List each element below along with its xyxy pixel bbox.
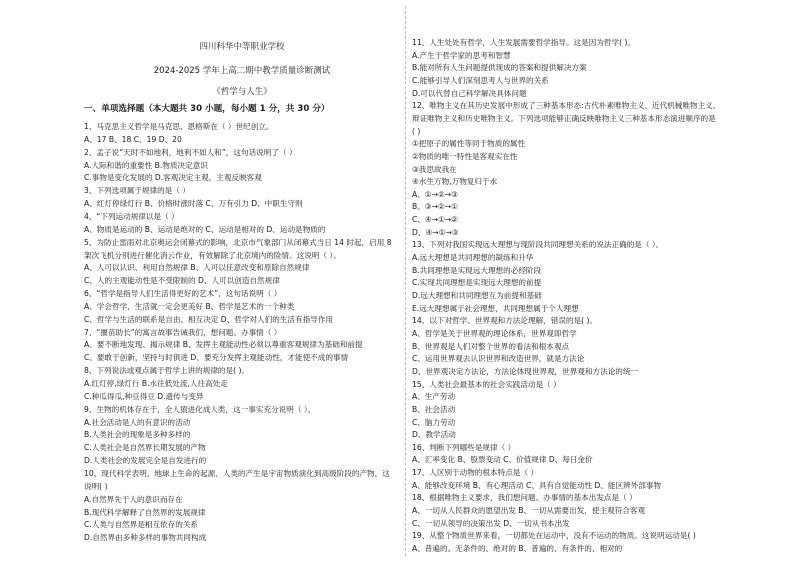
question-line: 15、人类社会最基本的社会实践活动是（ ） bbox=[412, 379, 561, 389]
question-line: ( ) bbox=[412, 126, 421, 136]
question-line: D、世界观决定方法论，方法论体现世界观，世界观和方法论的统一 bbox=[412, 366, 639, 376]
question-line: A、物质是运动的 B、运动是绝对的 C、运动是相对的 D、运动是物质的 bbox=[84, 224, 326, 234]
question-line: B.能对所有人生问题提供现成的答案和提供解决方案 bbox=[412, 63, 587, 73]
question-line: D.远大理想和共同理想互为前提和基础 bbox=[412, 291, 542, 300]
question-line: A、要不断地发现、揭示规律 B、发挥主观能动性必须以尊重客观规律为基础和前提 bbox=[84, 340, 363, 350]
question-line: 3、下列选项属于规律的是（ ） bbox=[84, 186, 190, 196]
question-line: A、①→②→③ bbox=[412, 189, 458, 199]
question-line: 7、“揠苗助长”的寓言故事告诫我们，想问题、办事情（ ） bbox=[84, 327, 282, 337]
question-line: D、教学活动 bbox=[412, 430, 456, 440]
question-line: E.远大理想属于社会理想，共同理想属于个人理想 bbox=[412, 303, 579, 313]
question-line: B、世界观是人们对整个世界的看法和根本观点 bbox=[412, 341, 570, 351]
question-line: A.自然界先于人的意识而存在 bbox=[84, 494, 183, 504]
question-line: A、学会哲学，生活就一定会更美好 B、哲学是艺术的一个种类 bbox=[84, 301, 295, 311]
question-line: D.人类社会的发展完全是自发进行的 bbox=[84, 456, 207, 466]
question-line: 1、马克思主义哲学是马克思、恩格斯在（ ）世纪创立。 bbox=[84, 122, 274, 131]
question-line: 6、“哲学是指导人们生活得更好的艺术”，这句话说明（ ） bbox=[84, 289, 282, 299]
question-line: C.人类社会是自然界长期发展的产物 bbox=[84, 443, 206, 453]
question-line: C.人类与自然界是相互依存的关系 bbox=[84, 520, 199, 530]
question-line: 14、以下对哲学、世界观和方法论理解，错误的是( )。 bbox=[412, 316, 598, 326]
question-line: A、能够改变环境 B、有心理活动 C、具有自觉能动性 D、能区辨外部事物 bbox=[412, 480, 662, 490]
question-line: C、④→①→② bbox=[412, 215, 459, 225]
question-line: C、哲学与生活的联系是自由、相互决定 D、哲学对人们的生活有指导作用 bbox=[84, 314, 333, 324]
question-line: A.人际和谐的重要性 B.物质决定意识 bbox=[84, 160, 208, 170]
question-line: B、社会活动 bbox=[412, 404, 456, 414]
question-line: ②物质的唯一特性是客观实在性 bbox=[412, 151, 518, 161]
question-line: A.产生于哲学家的思考和智慧 bbox=[412, 50, 511, 60]
question-line: C.能够引导人们深刻思考人与世界的关系 bbox=[412, 75, 549, 85]
question-line: A、17 B、18 C、19 D、20 bbox=[84, 134, 182, 144]
question-line: C、人的主观能动性是不受限制的 D、人可以创造自然规律 bbox=[84, 276, 280, 286]
question-line: A.远大理想是共同理想的凝练和升华 bbox=[412, 253, 534, 263]
question-line: 5、为防止雷雨对北京奥运会闭幕式的影响，北京市气象部门从闭幕式当日 14 时起，启用 8 bbox=[84, 237, 392, 247]
question-line: 18、根据唯物主义要求，我们想问题、办事情的基本出发点是（ ） bbox=[412, 493, 637, 503]
question-line: 架次飞机分别进行催化消云作业，有效解除了北京境内的险情。这说明（ ）。 bbox=[84, 250, 341, 260]
question-line: 辩证唯物主义和历史唯物主义。下列选项能够正确反映唯物主义三种基本形态演进顺序的是 bbox=[412, 113, 716, 123]
question-line: 12、唯物主义在其历史发展中形成了三种基本形态:古代朴素唯物主义、近代机械唯物主义、 bbox=[412, 101, 721, 111]
question-line: A、汇率变化 B、股票变动 C、价值规律 D、每日金价 bbox=[412, 455, 593, 465]
question-line: 说明( ) bbox=[84, 481, 108, 491]
question-line: 2、孟子说“天时不如地利，地利不如人和”，这句话说明了（ ） bbox=[84, 147, 297, 157]
question-line: A、普遍的、无条件的、绝对的 B、普遍的、有条件的、相对的 bbox=[412, 544, 623, 553]
subject-title: 《哲学与人生》 bbox=[212, 87, 272, 97]
question-line: ③我思故我在 bbox=[412, 164, 457, 174]
question-line: D.自然界由多种多样的事物共同构成 bbox=[84, 533, 207, 543]
page-fold-divider bbox=[405, 6, 406, 556]
question-line: 13、下列对我国实现远大理想与现阶段共同理想关系的说法正确的是（ ）。 bbox=[412, 240, 664, 250]
question-line: 17、人区别于动物的根本特点是（ ） bbox=[412, 468, 538, 478]
question-line: 9、生物的机体存在于，全人猿进化成人类，这一事实充分说明（ ）。 bbox=[84, 404, 316, 414]
question-line: D、④→①→③ bbox=[412, 227, 459, 237]
question-line: A、红灯停绿灯行 B、价格时涨时落 C、万有引力 D、中职生守则 bbox=[84, 199, 303, 209]
question-line: A.社会活动是人的有意识的活动 bbox=[84, 417, 191, 427]
question-line: C.事物是变化发展的 D.客观决定主观，主观反映客观 bbox=[84, 173, 262, 183]
question-line: A、人可以认识、利用自然规律 B、人可以任意改变和原除自然规律 bbox=[84, 263, 310, 273]
question-line: B.人类社会的现象是多种多样的 bbox=[84, 430, 191, 440]
question-line: 4、“下列运动规律以是（ ） bbox=[84, 211, 179, 221]
question-line: B、③→②→① bbox=[412, 202, 458, 212]
question-line: C、运用世界观去认识世界和改造世界，就是方法论 bbox=[412, 354, 585, 364]
question-line: 11、人生处处有哲学，人生发展需要哲学指导。这是因为哲学( )。 bbox=[412, 38, 636, 47]
section-heading: 一、单项选择题（本大题共 30 小题，每小题 1 分，共 30 分） bbox=[84, 104, 330, 114]
question-line: D.可以代替自己科学解决具体问题 bbox=[412, 88, 527, 98]
question-line: B.共同理想是实现远大理想的必经阶段 bbox=[412, 265, 542, 275]
question-line: B.现代科学解释了自然界的发展规律 bbox=[84, 507, 206, 517]
question-line: 10、现代科学表明，地球上生命的起源、人类的产生是宇宙物质演化到高级阶段的产物，这 bbox=[84, 468, 390, 478]
question-line: A、哲学是关于世界观的理论体系，世界观即哲学 bbox=[412, 328, 577, 338]
question-line: 8、下列说法或观点属于哲学上讲的规律的是( )。 bbox=[84, 366, 250, 376]
question-line: C.种瓜得瓜,种豆得豆 D.遗传与变异 bbox=[84, 391, 204, 401]
school-name: 四川科华中等职业学校 bbox=[199, 42, 285, 52]
question-line: C、一切从领导的决策出发 D、一切从书本出发 bbox=[412, 518, 570, 528]
question-line: A、一切从人民群众的愿望出发 B、一切从需要出发，使主观符合客观 bbox=[412, 506, 646, 516]
question-line: A.红灯停,绿灯行 B.水往低处流,人往高处走 bbox=[84, 379, 228, 388]
question-line: ④水生万物,万物复归于水 bbox=[412, 177, 498, 187]
question-line: 16、判断下列哪些是规律（ ） bbox=[412, 442, 516, 452]
question-line: ①把原子的属性等同于物质的属性 bbox=[412, 139, 526, 149]
exam-term: 2024-2025 学年上高二期中教学质量诊断测试 bbox=[153, 66, 331, 76]
question-line: A、生产劳动 bbox=[412, 392, 456, 402]
question-line: C.实现共同理想是实现远大理想的前提 bbox=[412, 278, 542, 288]
question-line: C、要敢于创新，坚持与时俱进 D、要充分发挥主观能动性，才能使不成的事情 bbox=[84, 353, 349, 363]
question-line: 19、从整个物质世界来看，一切都处在运动中，没有不运动的物质。这说明运动是( ) bbox=[412, 531, 696, 541]
question-line: C、脑力劳动 bbox=[412, 417, 456, 427]
